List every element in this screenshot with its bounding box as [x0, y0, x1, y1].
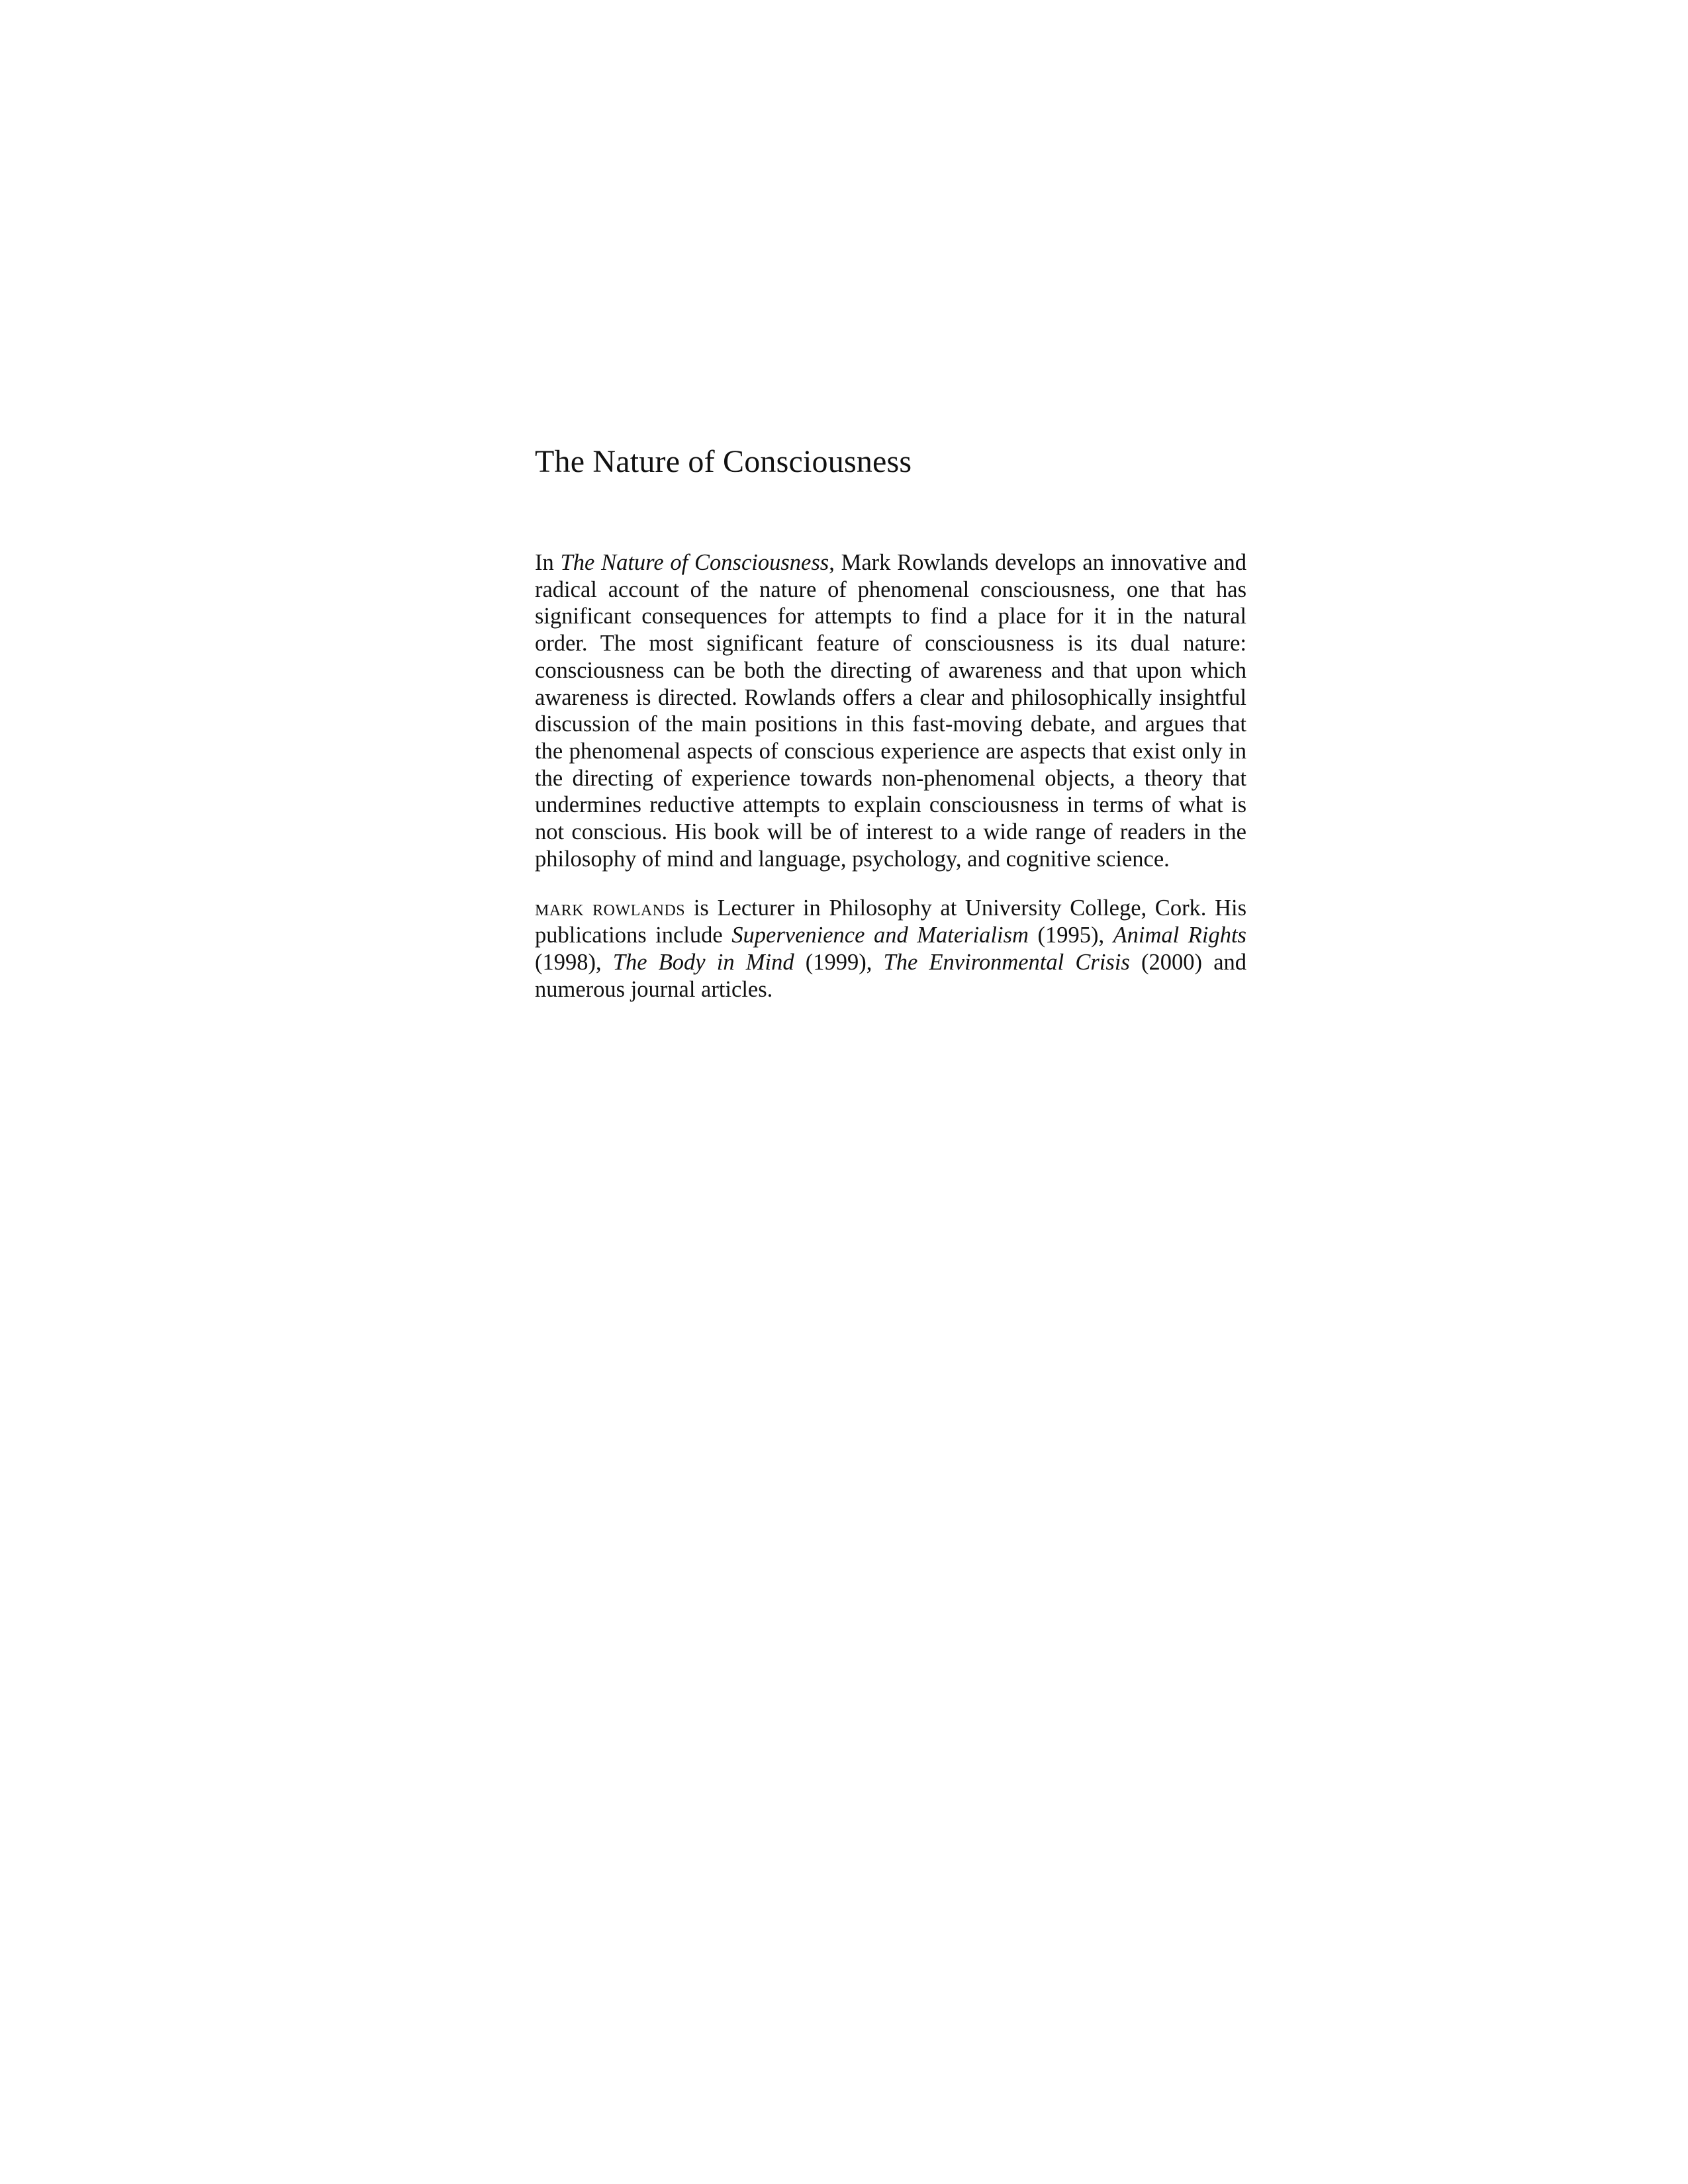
book-description	[535, 549, 1246, 872]
bio-text: (1998),	[535, 949, 613, 975]
publication-title: The Body in Mind	[612, 949, 794, 975]
blurb-intro: In	[535, 550, 561, 575]
bio-text: (1999),	[794, 949, 884, 975]
half-title-text-block	[535, 442, 1246, 1003]
publication-title: Supervenience and Materialism	[731, 923, 1029, 948]
book-title: The Nature of Consciousness	[535, 444, 912, 479]
publication-title: The Environmental Crisis	[883, 949, 1130, 975]
blurb-body: , Mark Rowlands develops an innovative and radical account of the nature of phenomenal consciousness, one that has significant consequences for attempts to find a place for it in the natural order. The most significant feature of consciousness is its dual nature: consciousness can be both the directing of awareness and that upon which awareness is directed. Rowlands offers a clear and philosophically insightful discussion of the main positions in this fast-moving debate, and argues that the phenomenal aspects of conscious experience are aspects that exist only in the directing of experience towards non-phenomenal objects, a theory that undermines reductive attempts to explain consciousness in terms of what is not conscious. His book will be of interest to a wide range of readers in the philosophy of mind and language, psychology, and cognitive science.	[535, 550, 1246, 872]
author-bio	[535, 895, 1246, 1003]
bio-text: is Lecturer in Philosophy at University College, Cork. His publications include	[535, 895, 1247, 948]
publication-title: Animal Rights	[1113, 923, 1246, 948]
author-name: mark rowlands	[535, 895, 686, 921]
bio-text: (2000) and numerous journal articles.	[535, 949, 1247, 1002]
blurb-book-title: The Nature of Consciousness	[560, 550, 829, 575]
bio-text: (1995),	[1028, 923, 1113, 948]
